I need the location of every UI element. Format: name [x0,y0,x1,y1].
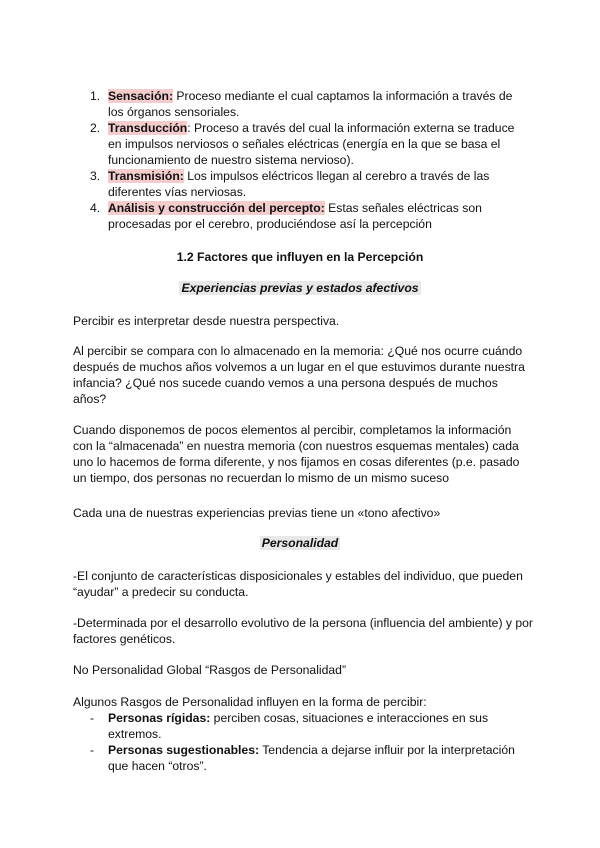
term-bold: Personas sugestionables: [108,743,260,757]
term-bold: Personas rígidas: [108,711,211,725]
item-text: Estas señales eléctricas son procesadas por el cerebro, produciéndose así la percepción [108,201,482,231]
term-highlight: Transmisión: [108,169,184,183]
subtitle-text: Experiencias previas y estados afectivos [181,281,419,295]
item-text: Los impulsos eléctricos llegan al cerebro a través de las diferentes vías nerviosas. [108,169,490,199]
list-item [90,88,530,120]
item-text: Tendencia a dejarse influir por la interpretación que hacen “otros”. [108,743,515,773]
paragraph: Cuando disponemos de pocos elementos al percibir, completamos la información con la “almacenada” en nuestra memoria (con nuestros esquemas mentales) cada uno lo hacemos de forma diferente, y nos fijamos en cosas diferentes (p.e. pasado un tiempo, dos personas no recuerdan lo mismo de un mismo suceso [73,423,520,485]
process-list [90,88,530,232]
paragraph: Cada una de nuestras experiencias previas tiene un «tono afectivo» [73,506,441,520]
section-title: 1.2 Factores que influyen en la Percepción [176,250,424,264]
list-item [90,120,530,168]
item-text: perciben cosas, situaciones e interacciones en sus extremos. [108,711,489,741]
paragraph: -El conjunto de características disposicionales y estables del individuo, que pueden “ayudar” a predecir su conducta. [73,569,523,599]
list-number: 3. [90,169,101,183]
subtitle-experiences [0,280,600,296]
paragraph: Al percibir se compara con lo almacenado en la memoria: ¿Qué nos ocurre cuándo después de muchos años volvemos a un lugar en el que estuvimos durante nuestra infancia? ¿Qué nos sucede cuando vemos a una persona después de muchos años? [73,344,525,406]
subtitle-text: Personalidad [261,536,339,550]
list-item [90,710,530,742]
list-item [90,200,530,232]
list-item [90,742,530,774]
list-number: 2. [90,121,101,135]
list-number: 1. [90,89,101,103]
item-text: Proceso mediante el cual captamos la información a través de los órganos sensoriales. [108,89,513,119]
term-highlight: Transducción [108,121,188,135]
paragraph: No Personalidad Global “Rasgos de Personalidad” [73,663,347,677]
paragraph: -Determinada por el desarrollo evolutivo de la persona (influencia del ambiente) y por factores genéticos. [73,616,533,646]
traits-list [90,710,530,774]
list-dash: - [90,743,95,757]
list-dash: - [90,711,95,725]
list-item [90,168,530,200]
list-number: 4. [90,201,101,215]
subtitle-personality [0,535,600,551]
paragraph: Algunos Rasgos de Personalidad influyen en la forma de percibir: [73,695,427,709]
item-text: : Proceso a través del cual la información externa se traduce en impulsos nerviosos o señales eléctricas (energía en la que se basa el funcionamiento de nuestro sistema nervioso). [108,121,515,167]
term-highlight: Análisis y construcción del percepto: [108,201,325,215]
paragraph: Percibir es interpretar desde nuestra perspectiva. [73,314,340,328]
term-highlight: Sensación: [108,89,174,103]
